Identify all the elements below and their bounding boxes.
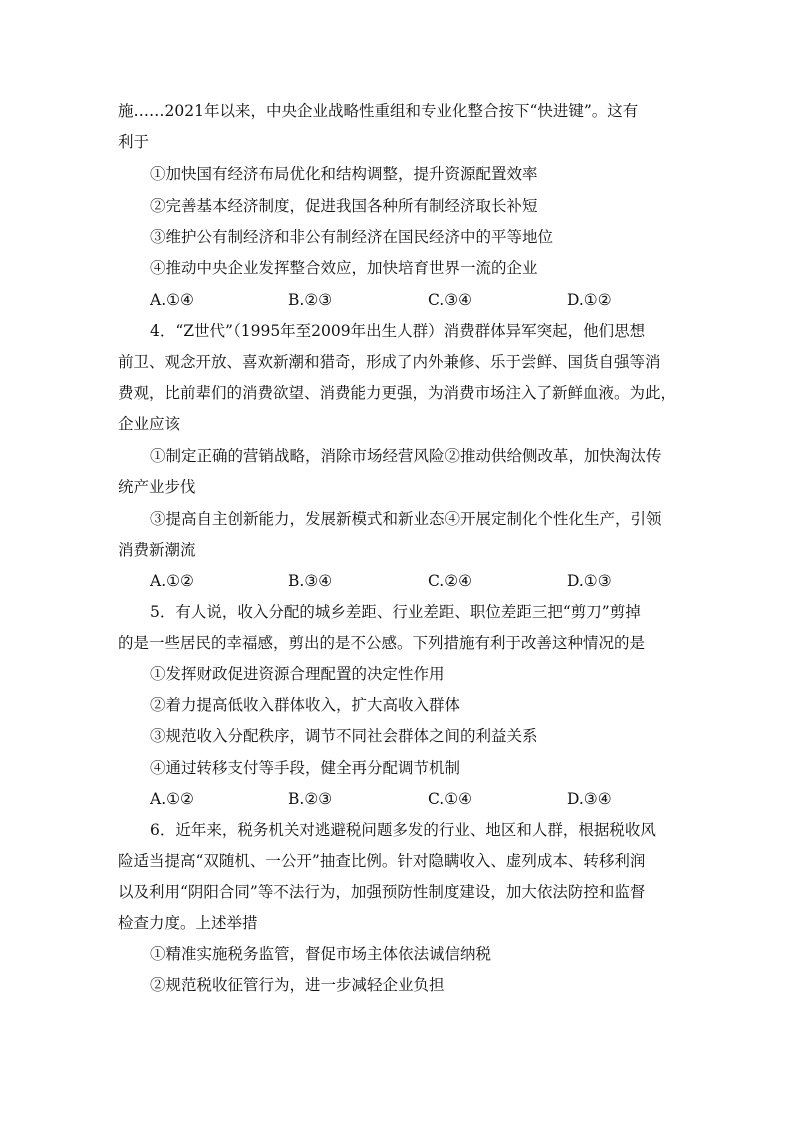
question-3-text-line-2: 利于 [118, 133, 150, 151]
question-6-text-line-3: 以及利用“阴阳合同”等不法行为，加强预防性制度建设，加大依法防控和监督 [118, 883, 646, 901]
question-4-choice-3-4-line-2: 消费新潮流 [118, 541, 196, 559]
question-5-text-line-1: 5．有人说，收入分配的城乡差距、行业差距、职位差距三把“剪刀”剪掉 [150, 603, 641, 621]
question-4-text-line-2: 前卫、观念开放、喜欢新潮和猎奇，形成了内外兼修、乐于尝鲜、国货自强等消 [118, 353, 661, 371]
question-5-choice-3: ③规范收入分配秩序，调节不同社会群体之间的利益关系 [150, 727, 538, 745]
question-3-choice-2: ②完善基本经济制度，促进我国各种所有制经济取长补短 [150, 197, 538, 215]
question-4-choice-1-2-line-1: ①制定正确的营销战略，消除市场经营风险②推动供给侧改革，加快淘汰传 [150, 447, 662, 465]
question-4-option-a: A.①② [150, 572, 194, 590]
question-4-text-line-3: 费观，比前辈们的消费欲望、消费能力更强，为消费市场注入了新鲜血液。为此， [118, 384, 677, 402]
question-3-choice-1: ①加快国有经济布局优化和结构调整，提升资源配置效率 [150, 165, 538, 183]
question-6-text-line-4: 检查力度。上述举措 [118, 914, 258, 932]
question-5-option-a: A.①② [150, 790, 194, 808]
question-5-option-d: D.③④ [567, 790, 612, 808]
question-4-text-line-1: 4．“Z世代”（1995年至2009年出生人群）消费群体异军突起，他们思想 [150, 322, 646, 340]
question-3-option-b: B.②③ [288, 291, 333, 309]
question-4-option-d: D.①③ [567, 572, 612, 590]
question-3-option-c: C.③④ [428, 291, 473, 309]
question-3-choice-4: ④推动中央企业发挥整合效应，加快培育世界一流的企业 [150, 259, 538, 277]
question-5-option-c: C.①④ [428, 790, 473, 808]
question-6-choice-1: ①精准实施税务监管，督促市场主体依法诚信纳税 [150, 945, 492, 963]
question-5-choice-4: ④通过转移支付等手段，健全再分配调节机制 [150, 759, 461, 777]
question-5-choice-2: ②着力提高低收入群体收入，扩大高收入群体 [150, 696, 461, 714]
question-6-text-line-1: 6．近年来，税务机关对逃避税问题多发的行业、地区和人群，根据税收风 [150, 821, 656, 839]
question-6-text-line-2: 险适当提高“双随机、一公开”抽查比例。针对隐瞒收入、虚列成本、转移利润 [118, 852, 646, 870]
question-3-text-line-1: 施……2021年以来，中央企业战略性重组和专业化整合按下“快进键”。这有 [118, 102, 639, 120]
question-4-text-line-4: 企业应该 [118, 415, 181, 433]
question-4-choice-1-2-line-2: 统产业步伐 [118, 478, 196, 496]
question-5-choice-1: ①发挥财政促进资源合理配置的决定性作用 [150, 665, 445, 683]
question-4-option-b: B.③④ [288, 572, 333, 590]
question-3-choice-3: ③维护公有制经济和非公有制经济在国民经济中的平等地位 [150, 228, 554, 246]
question-6-choice-2: ②规范税收征管行为，进一步减轻企业负担 [150, 976, 445, 994]
question-3-option-a: A.①④ [150, 291, 194, 309]
question-3-option-d: D.①② [567, 291, 612, 309]
question-4-choice-3-4-line-1: ③提高自主创新能力，发展新模式和新业态④开展定制化个性化生产，引领 [150, 510, 662, 528]
question-5-option-b: B.②③ [288, 790, 333, 808]
question-5-text-line-2: 的是一些居民的幸福感，剪出的是不公感。下列措施有利于改善这种情况的是 [118, 634, 646, 652]
question-4-option-c: C.②④ [428, 572, 473, 590]
